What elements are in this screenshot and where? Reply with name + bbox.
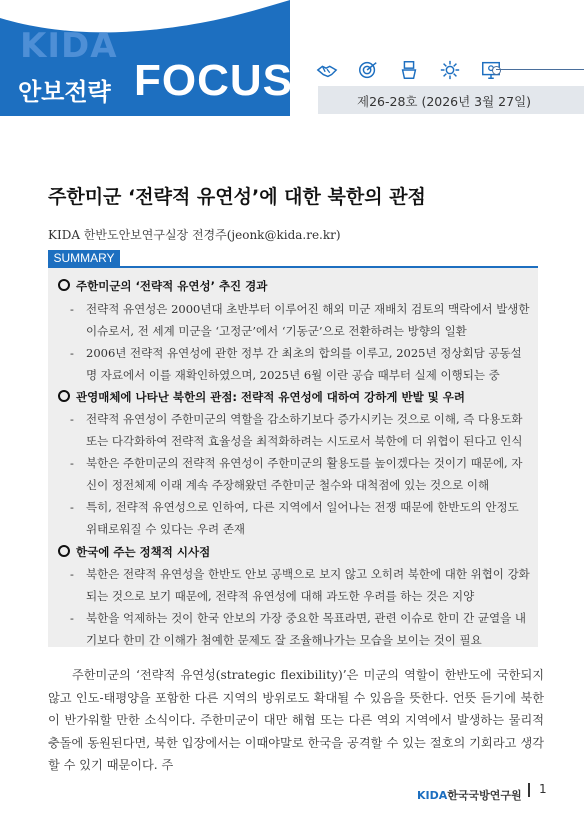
bullet-text: 북한은 주한미군의 전략적 유연성이 주한미군의 활용도를 높이겠다는 것이기 때문에, 자신이 정전체제 이래 계속 주장해왔던 주한미군 철수와 대척점에 있는 것으로 이해 — [86, 456, 523, 492]
handshake-icon — [316, 59, 338, 81]
summary-section-heading — [58, 389, 465, 405]
kida-logo: KIDA — [20, 26, 118, 66]
target-icon — [357, 59, 379, 81]
circle-bullet-icon — [58, 545, 70, 557]
summary-section-heading — [58, 544, 210, 560]
article-title: 주한미군 ‘전략적 유연성’에 대한 북한의 관점 — [48, 186, 426, 208]
bullet-text: 특히, 전략적 유연성으로 인하여, 다른 지역에서 일어나는 전쟁 때문에 한반도의 안정도 위태로워질 수 있다는 우려 존재 — [86, 500, 519, 536]
series-name: 안보전략 — [18, 78, 111, 106]
summary-bullet: - 2006년 전략적 유연성에 관한 정부 간 최초의 합의를 이루고, 2025년 정상회담 공동설명 자료에서 이를 재확인하였으며, 2025년 6월 이란 공습 때부터 실제 이행되는 중 — [72, 342, 532, 386]
page-number: 1 — [539, 782, 547, 796]
circle-bullet-icon — [58, 390, 70, 402]
summary-section-heading — [58, 278, 267, 294]
summary-bullet: - 북한은 전략적 유연성을 한반도 안보 공백으로 보지 않고 오히려 북한에 대한 위협이 강화되는 것으로 보기 때문에, 전략적 유연성에 대해 과도한 우려를 하는 것은 지양 — [72, 563, 532, 607]
connector-dot — [492, 66, 501, 75]
section-heading-text: 관영매체에 나타난 북한의 관점: 전략적 유연성에 대하여 강하게 반발 및 우려 — [76, 390, 466, 404]
bullet-text: 북한을 억제하는 것이 한국 안보의 가장 중요한 목표라면, 관련 이슈로 한미 간 균열을 내기보다 한미 간 이해가 첨예한 문제도 잘 조율해나가는 모습을 보이는 것이 필요 — [86, 611, 526, 647]
summary-label: SUMMARY — [48, 250, 120, 267]
summary-bullet: - 북한을 억제하는 것이 한국 안보의 가장 중요한 목표라면, 관련 이슈로 한미 간 균열을 내기보다 한미 간 이해가 첨예한 문제도 잘 조율해나가는 모습을 보이는 것이 필요 — [72, 607, 532, 651]
footer-divider — [528, 783, 530, 797]
summary-box — [48, 266, 538, 647]
author-line: KIDA 한반도안보연구실장 전경주(jeonk@kida.re.kr) — [48, 228, 341, 242]
footer-logo-name: 한국국방연구원 — [447, 789, 522, 802]
section-heading-text: 한국에 주는 정책적 시사점 — [76, 545, 211, 559]
section-heading-text: 주한미군의 ‘전략적 유연성’ 추진 경과 — [76, 279, 268, 293]
gear-icon — [439, 59, 461, 81]
summary-bullet: - 전략적 유연성은 2000년대 초반부터 이루어진 해외 미군 재배치 검토의 맥락에서 발생한 이슈로서, 전 세계 미군을 ‘고정군’에서 ‘기동군’으로 전환하려는 방향의 일환 — [72, 298, 532, 342]
footer-logo — [417, 787, 522, 803]
summary-bullet: - 전략적 유연성이 주한미군의 역할을 감소하기보다 증가시키는 것으로 이해, 즉 다용도화 또는 다각화하여 전략적 효율성을 최적화하려는 시도로서 북한에 더 위협이 된다고 인식 — [72, 408, 532, 452]
header-icon-row — [316, 56, 502, 84]
body-paragraph: 주한미군의 ‘전략적 유연성(strategic flexibility)’은 미군의 역할이 한반도에 국한되지 않고 인도-태평양을 포함한 다른 지역의 방위로도 확대될 수 있음을 뜻한다. 언뜻 듣기에 북한이 반가워할 만한 소식이다. 주한미군이 대만 해협 또는 다른 역외 지역에서 발생하는 물리적 충돌에 동원된다면, 북한 입장에서는 이때야말로 한국을 공격할 수 있는 절호의 기회라고 생각할 수 있기 때문이다. 주 — [48, 668, 544, 772]
footer-logo-kida: KIDA — [417, 789, 448, 802]
summary-bullet: - 북한은 주한미군의 전략적 유연성이 주한미군의 활용도를 높이겠다는 것이기 때문에, 자신이 정전체제 이래 계속 주장해왔던 주한미군 철수와 대척점에 있는 것으로 이해 — [72, 452, 532, 496]
bullet-text: 전략적 유연성은 2000년대 초반부터 이루어진 해외 미군 재배치 검토의 맥락에서 발생한 이슈로서, 전 세계 미군을 ‘고정군’에서 ‘기동군’으로 전환하려는 방향의 일환 — [86, 302, 530, 338]
issue-number: 제26-28호 (2026년 3월 27일) — [357, 94, 532, 109]
bullet-text: 2006년 전략적 유연성에 관한 정부 간 최초의 합의를 이루고, 2025년 정상회담 공동설명 자료에서 이를 재확인하였으며, 2025년 6월 이란 공습 때부터 실제 이행되는 중 — [86, 346, 522, 382]
brand-focus: FOCUS — [134, 56, 293, 105]
circle-bullet-icon — [58, 279, 70, 291]
connector-line — [496, 69, 584, 70]
summary-bullet: - 특히, 전략적 유연성으로 인하여, 다른 지역에서 일어나는 전쟁 때문에 한반도의 안정도 위태로워질 수 있다는 우려 존재 — [72, 496, 532, 540]
bullet-text: 북한은 전략적 유연성을 한반도 안보 공백으로 보지 않고 오히려 북한에 대한 위협이 강화되는 것으로 보기 때문에, 전략적 유연성에 대해 과도한 우려를 하는 것은 지양 — [86, 567, 530, 603]
podium-icon — [398, 59, 420, 81]
bullet-text: 전략적 유연성이 주한미군의 역할을 감소하기보다 증가시키는 것으로 이해, 즉 다용도화 또는 다각화하여 전략적 효율성을 최적화하려는 시도로서 북한에 더 위협이 된다고 인식 — [86, 412, 523, 448]
body-text — [48, 664, 544, 777]
